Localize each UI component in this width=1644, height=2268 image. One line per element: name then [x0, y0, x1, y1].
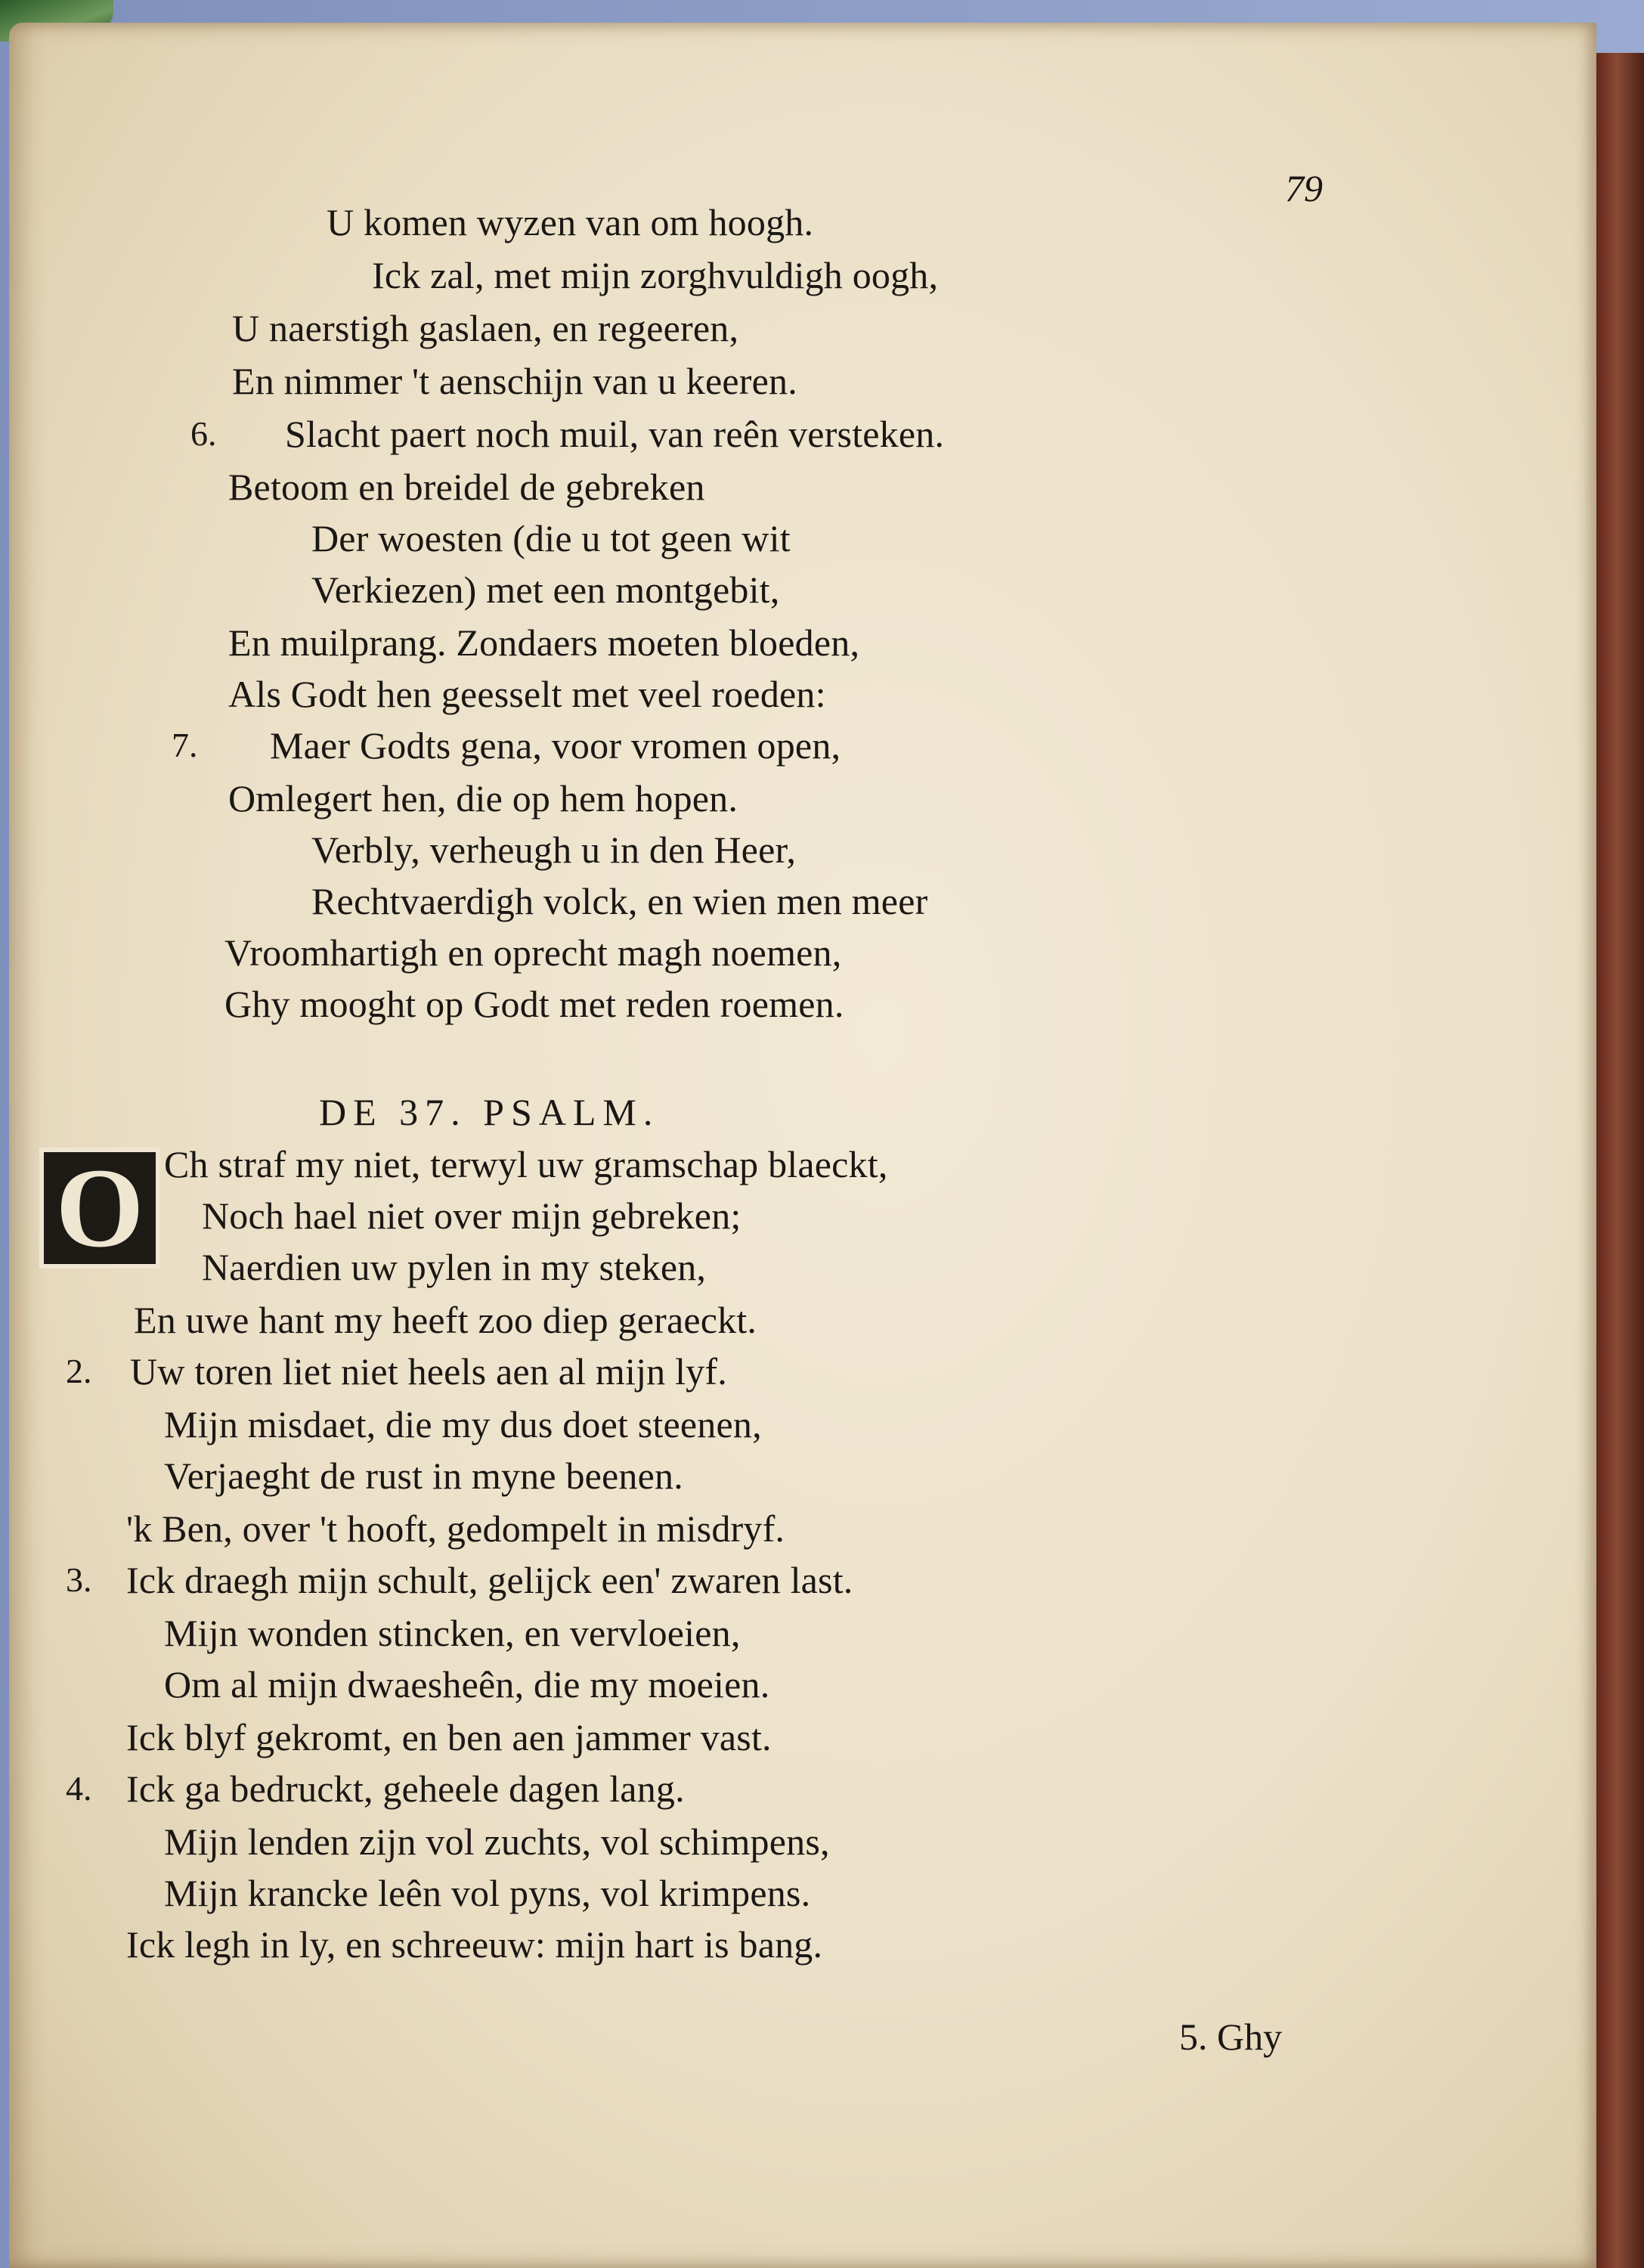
psalm-heading: DE 37. PSALM. [319, 1091, 660, 1133]
text-line: Verjaeght de rust in myne beenen. [164, 1455, 683, 1497]
text-line: Slacht paert noch muil, van reên versteken. [285, 413, 945, 455]
text-line: Mijn wonden stincken, en vervloeien, [164, 1612, 741, 1654]
initial-letter: O [55, 1145, 144, 1271]
page-number: 79 [1285, 167, 1323, 209]
text-line: Ick draegh mijn schult, gelijck een' zwaren last. [126, 1559, 853, 1601]
text-line: Noch hael niet over mijn gebreken; [202, 1194, 742, 1237]
text-line: Betoom en breidel de gebreken [228, 466, 705, 508]
ornamental-initial [39, 1145, 160, 1271]
text-line: Verkiezen) met een montgebit, [311, 569, 780, 611]
text-line: Uw toren liet niet heels aen al mijn lyf. [130, 1350, 727, 1393]
catchword: 5. Ghy [1179, 2015, 1283, 2058]
text-line: Mijn misdaet, die my dus doet steenen, [164, 1403, 762, 1445]
text-line: U komen wyzen van om hoogh. [327, 201, 814, 243]
text-line: U naerstigh gaslaen, en regeeren, [232, 307, 739, 349]
text-line: Maer Godts gena, voor vromen open, [270, 724, 841, 767]
text-line: En uwe hant my heeft zoo diep geraeckt. [134, 1299, 757, 1341]
text-line: Ick blyf gekromt, en ben aen jammer vast. [126, 1716, 772, 1758]
text-line: Der woesten (die u tot geen wit [311, 517, 791, 559]
text-line: Mijn krancke leên vol pyns, vol krimpens. [164, 1872, 811, 1914]
text-line: Ick ga bedruckt, geheele dagen lang. [126, 1768, 685, 1810]
text-line: Verbly, verheugh u in den Heer, [311, 829, 797, 871]
text-line: Om al mijn dwaesheên, die my moeien. [164, 1663, 770, 1706]
text-line: Ghy mooght op Godt met reden roemen. [224, 983, 844, 1025]
text-line: Omlegert hen, die op hem hopen. [228, 777, 738, 820]
text-line: Als Godt hen geesselt met veel roeden: [228, 673, 826, 715]
text-line: Ick legh in ly, en schreeuw: mijn hart is bang. [126, 1923, 823, 1966]
verse-number: 7. [172, 726, 198, 764]
verse-number: 2. [66, 1352, 92, 1390]
text-line: Naerdien uw pylen in my steken, [202, 1246, 707, 1288]
text-line: Vroomhartigh en oprecht magh noemen, [224, 931, 842, 974]
book-page [9, 23, 1596, 2268]
text-line: En muilprang. Zondaers moeten bloeden, [228, 621, 860, 664]
verse-number: 6. [190, 414, 217, 453]
text-line: 'k Ben, over 't hooft, gedompelt in misdryf. [126, 1507, 785, 1550]
text-line: Mijn lenden zijn vol zuchts, vol schimpens, [164, 1820, 830, 1863]
verse-number: 3. [66, 1560, 92, 1599]
verse-number: 4. [66, 1769, 92, 1808]
text-line: Ch straf my niet, terwyl uw gramschap blaeckt, [164, 1143, 888, 1185]
text-line: Ick zal, met mijn zorghvuldigh oogh, [372, 254, 939, 296]
text-line: Rechtvaerdigh volck, en wien men meer [311, 880, 928, 922]
text-line: En nimmer 't aenschijn van u keeren. [232, 360, 797, 402]
